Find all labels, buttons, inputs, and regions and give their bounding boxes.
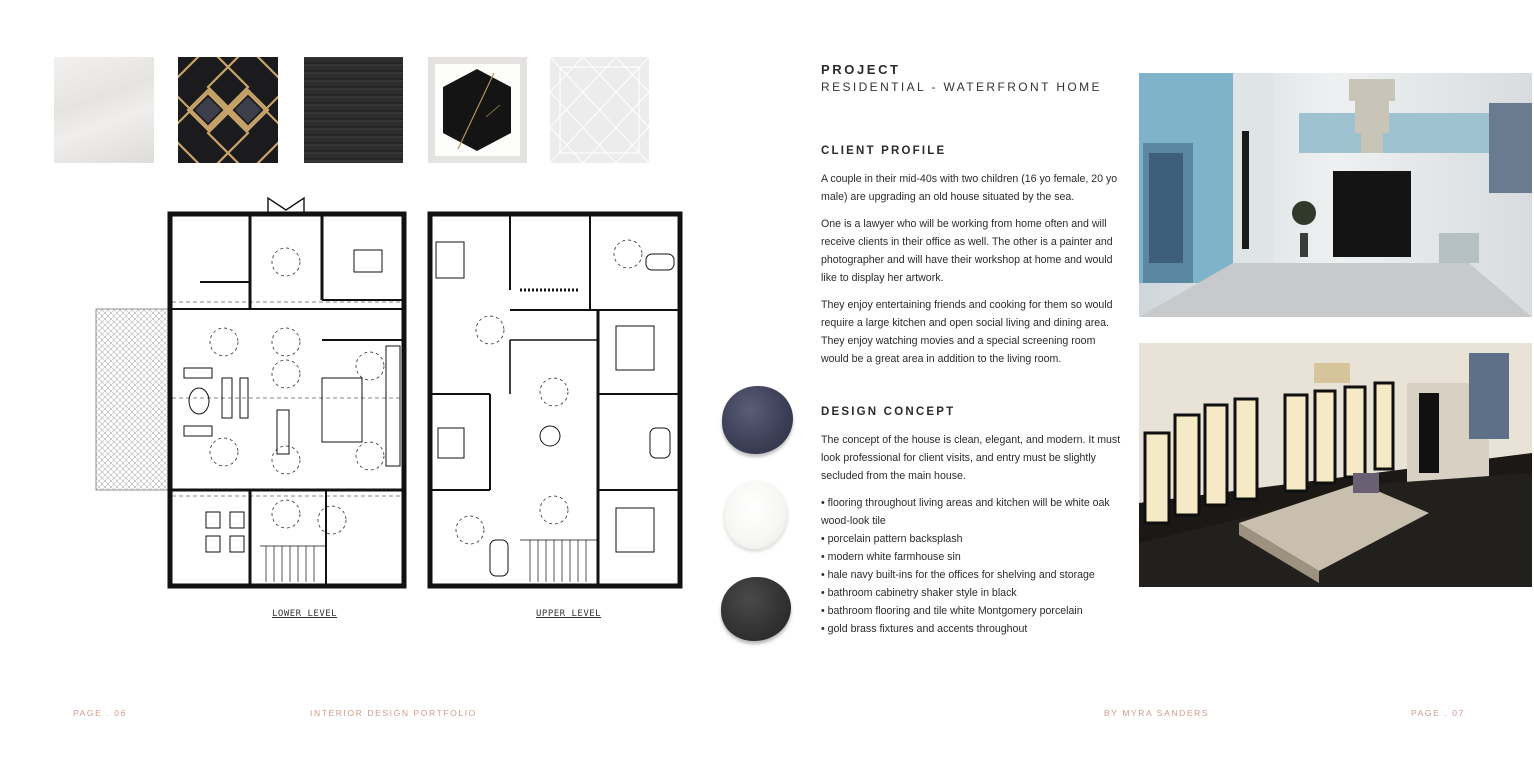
bullet-item: • flooring throughout living areas and kitchen will be white oak wood-look tile <box>821 497 1110 527</box>
upper-level-plan <box>430 214 680 586</box>
footer-portfolio-title: INTERIOR DESIGN PORTFOLIO <box>310 708 477 718</box>
upper-level-label: UPPER LEVEL <box>536 609 602 619</box>
design-concept-paragraph: The concept of the house is clean, elegant, and modern. It must look professional for client visits, and entry must be slightly secluded from the main house. <box>821 434 1121 482</box>
footer-author: BY MYRA SANDERS <box>1104 708 1210 718</box>
swatch-white-oak-tile <box>54 57 154 163</box>
footer-page-right: PAGE . 07 <box>1411 708 1465 718</box>
paint-sample-navy <box>722 386 793 454</box>
bullet-item: • gold brass fixtures and accents throughout <box>821 623 1028 635</box>
client-profile-paragraph: One is a lawyer who will be working from home often and will receive clients in their office as well. The other is a painter and photographer and will have their workshop at home and would like to display her artwork. <box>821 218 1113 284</box>
footer-page-left: PAGE . 06 <box>73 708 127 718</box>
lower-level-plan <box>170 198 404 586</box>
design-concept-heading: DESIGN CONCEPT <box>821 406 956 418</box>
design-concept-bullets <box>821 494 1126 638</box>
bullet-item: • bathroom cabinetry shaker style in black <box>821 587 1017 599</box>
bullet-item: • porcelain pattern backsplash <box>821 533 963 545</box>
bullet-item: • bathroom flooring and tile white Montgomery porcelain <box>821 605 1083 617</box>
swatch-white-porcelain-pattern <box>550 57 649 163</box>
swatch-dark-wood <box>304 57 403 163</box>
client-profile-paragraph: A couple in their mid-40s with two children (16 yo female, 20 yo male) are upgrading an old house situated by the sea. <box>821 173 1118 203</box>
render-entry-hall <box>1139 73 1532 317</box>
patio-hatch <box>96 309 170 490</box>
bullet-item: • modern white farmhouse sin <box>821 551 961 563</box>
render-living-room <box>1139 343 1532 587</box>
swatch-black-marble-hexagon <box>428 57 527 163</box>
client-profile-heading: CLIENT PROFILE <box>821 145 947 157</box>
lower-level-label: LOWER LEVEL <box>272 609 338 619</box>
bullet-item: • hale navy built-ins for the offices for shelving and storage <box>821 569 1095 581</box>
client-profile-paragraph: They enjoy entertaining friends and cooking for them so would require a large kitchen and open social living and dining area. They enjoy watching movies and a special screening room would be a great area in addition to the living room. <box>821 299 1113 365</box>
paint-sample-black <box>721 577 791 641</box>
floor-plans <box>90 190 690 590</box>
swatch-gold-geometric-backsplash <box>178 57 278 163</box>
project-subtitle: RESIDENTIAL - WATERFRONT HOME <box>821 80 1102 94</box>
paint-sample-white <box>725 481 787 549</box>
project-heading: PROJECT <box>821 62 901 77</box>
